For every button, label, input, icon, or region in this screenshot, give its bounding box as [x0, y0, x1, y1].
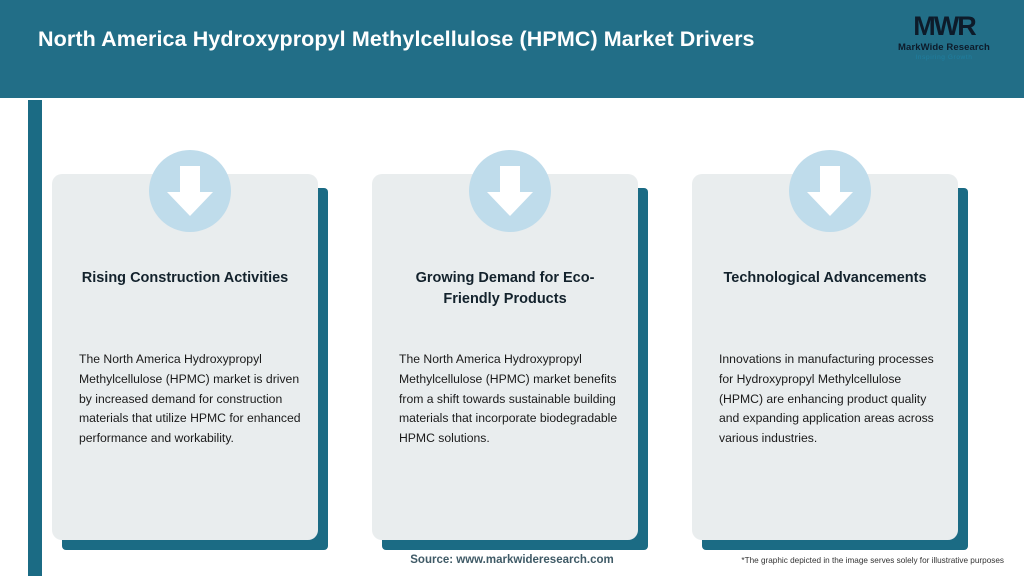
arrow-down-icon	[149, 150, 231, 232]
logo-mark	[913, 13, 974, 40]
arrow-down-glyph	[487, 166, 533, 216]
logo-company-name: MarkWide Research	[898, 42, 990, 53]
header-banner	[0, 0, 1024, 98]
driver-card-2	[372, 150, 648, 550]
source-label: Source: www.markwideresearch.com	[410, 554, 614, 566]
arrow-down-glyph	[167, 166, 213, 216]
driver-cards	[0, 150, 1024, 550]
card-title: Technological Advancements	[723, 270, 927, 286]
page-title: North America Hydroxypropyl Methylcellulose (HPMC) Market Drivers	[38, 27, 755, 51]
disclaimer-label: *The graphic depicted in the image serves solely for illustrative purposes	[741, 556, 1004, 565]
card-title: Rising Construction Activities	[81, 270, 289, 286]
logo-tagline: Inspiring Growth	[915, 53, 973, 61]
arrow-down-icon	[469, 150, 551, 232]
arrow-down-glyph	[807, 166, 853, 216]
arrow-down-icon	[789, 150, 871, 232]
card-body: The North America Hydroxypropyl Methylcellulose (HPMC) market benefits from a shift towards sustainable building materials that incorporate biodegradable HPMC solutions.	[399, 352, 618, 446]
card-title: Growing Demand for Eco-Friendly Products	[415, 270, 595, 308]
logo-mark-text: MWR	[913, 11, 975, 41]
driver-card-3	[692, 150, 968, 550]
driver-card-1	[52, 150, 328, 550]
logo	[886, 13, 1002, 69]
card-body: Innovations in manufacturing processes for Hydroxypropyl Methylcellulose (HPMC) are enhancing product quality and expanding application areas across various industries.	[719, 352, 934, 446]
card-body: The North America Hydroxypropyl Methylcellulose (HPMC) market is driven by increased demand for construction materials that utilize HPMC for enhanced performance and workability.	[79, 352, 301, 446]
